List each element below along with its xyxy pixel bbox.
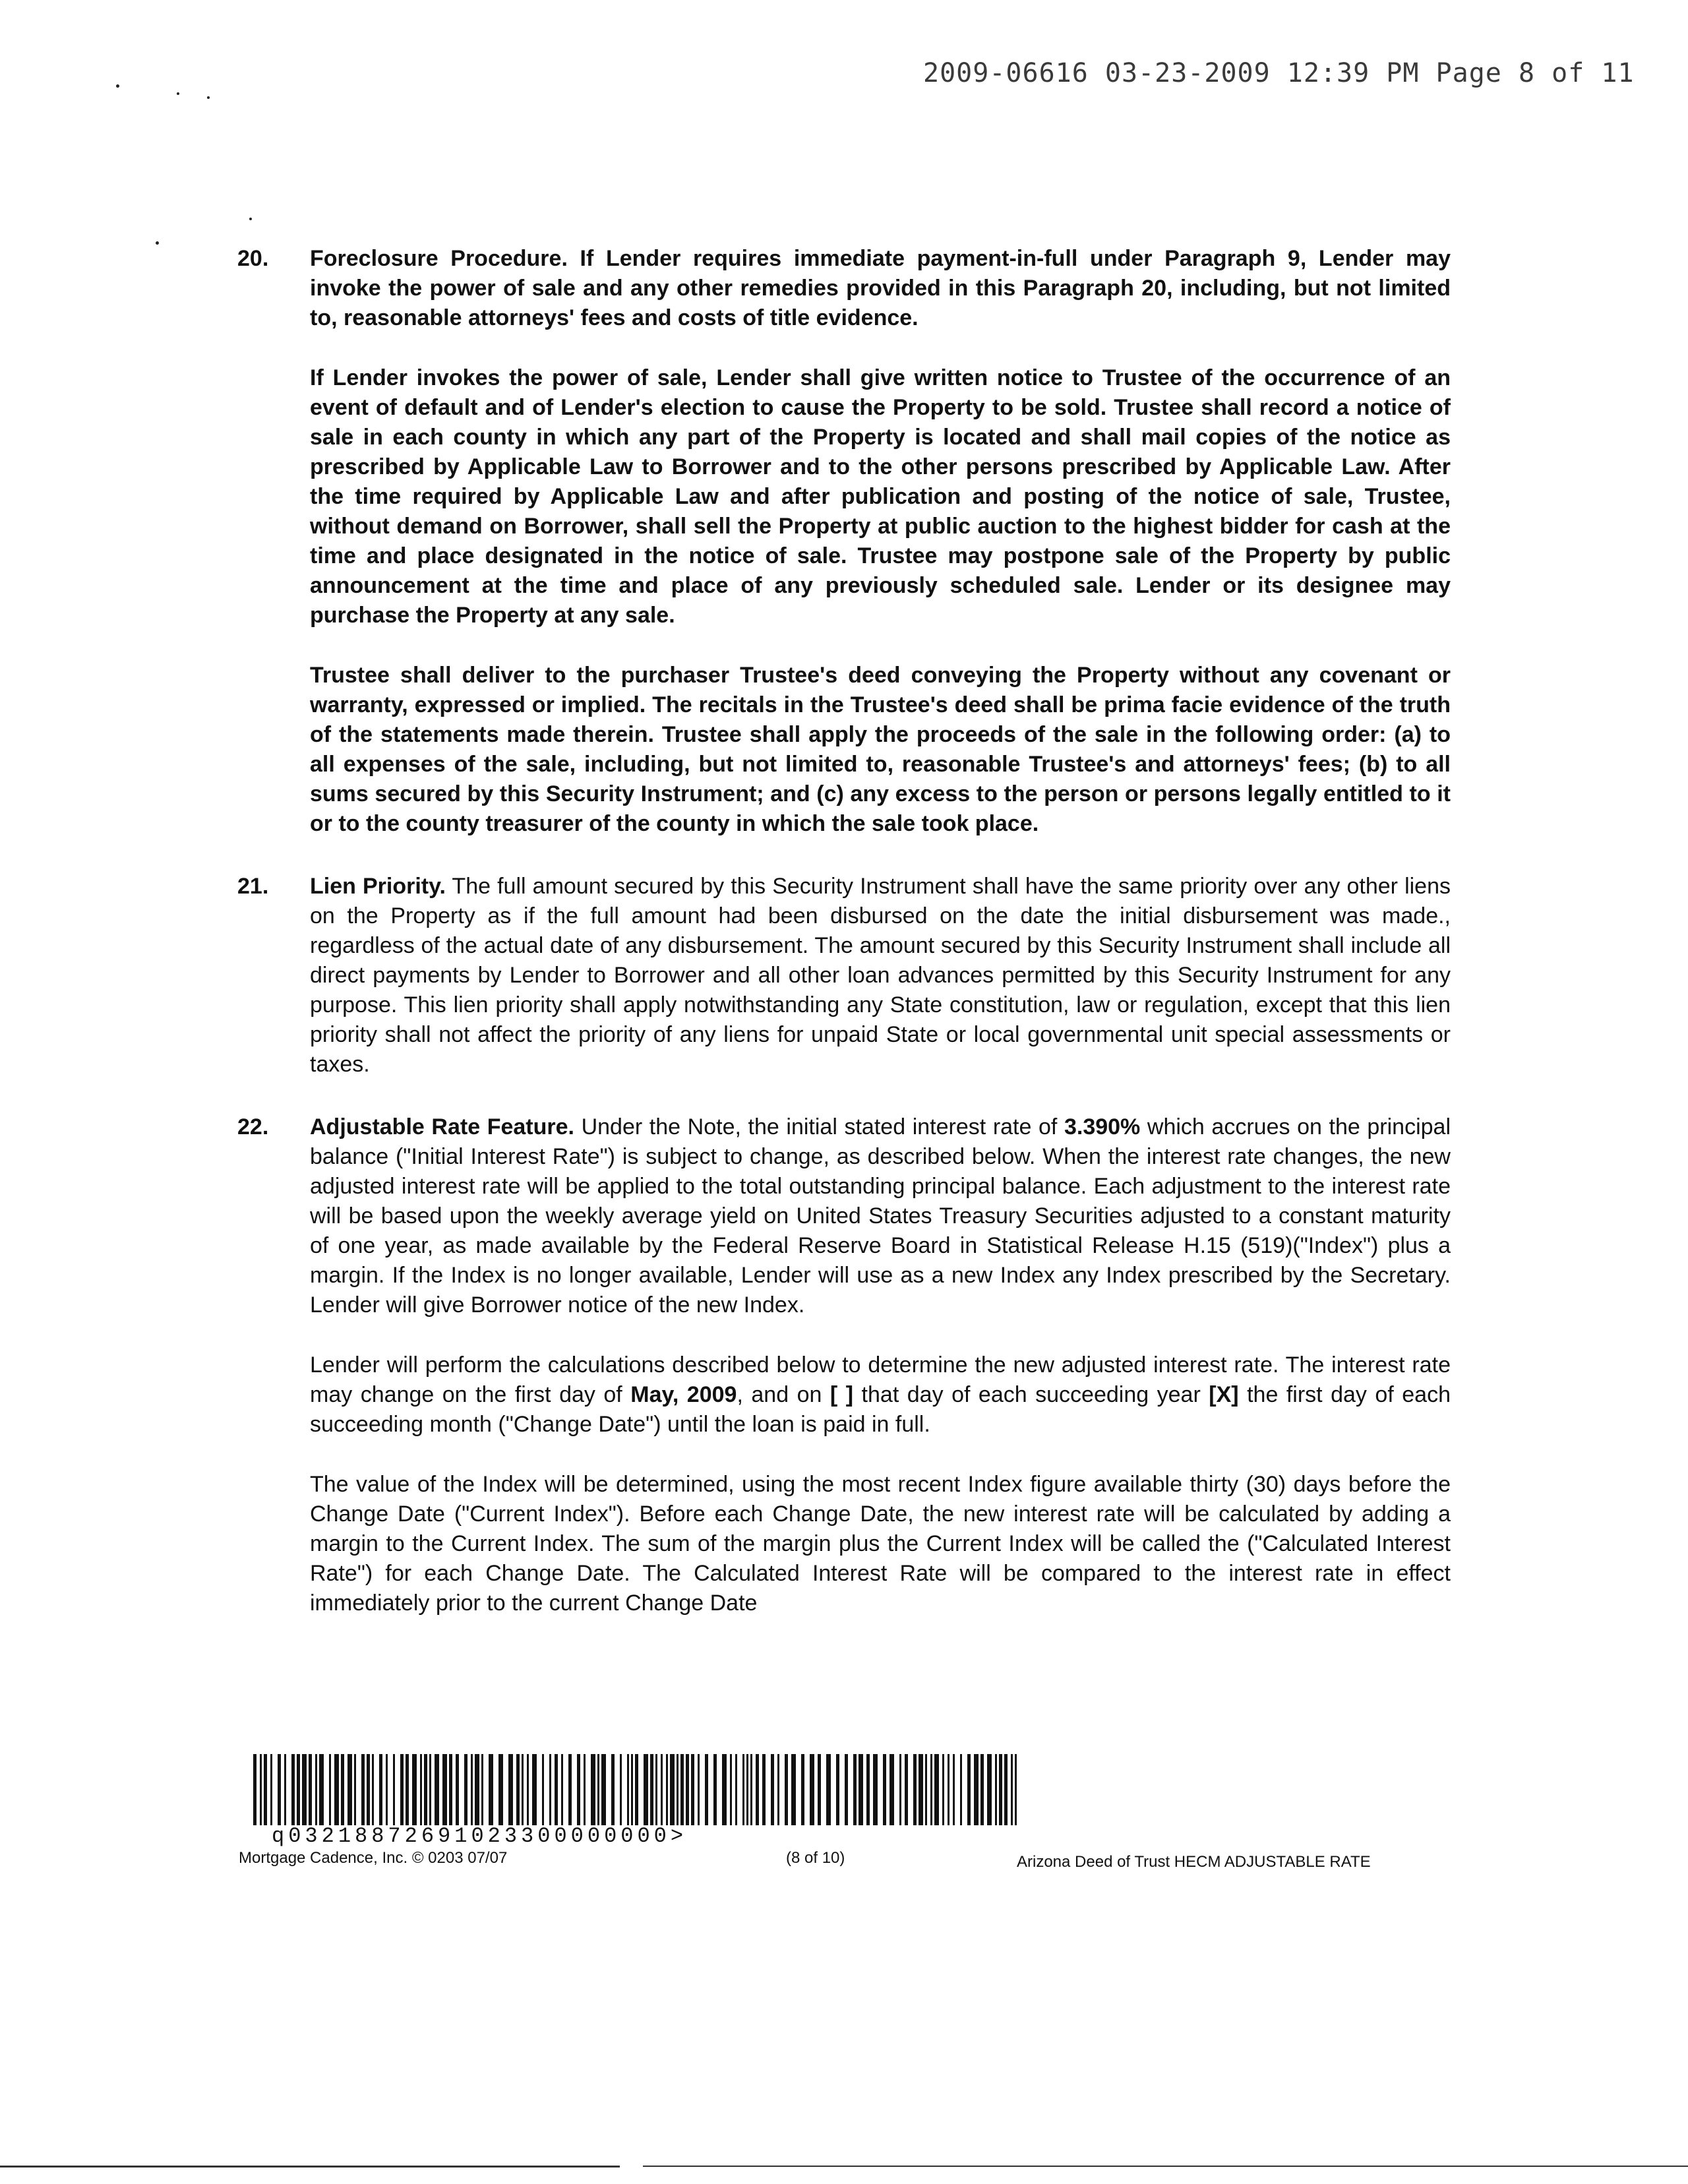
barcode-bar	[925, 1754, 927, 1825]
barcode-bar	[919, 1754, 923, 1825]
barcode-bar	[818, 1754, 821, 1825]
barcode-bar	[424, 1754, 427, 1825]
barcode-bar	[853, 1754, 857, 1825]
barcode-bar	[934, 1754, 939, 1825]
barcode-bar	[568, 1754, 572, 1825]
barcode-bar	[449, 1754, 452, 1825]
section-title: Lien Priority.	[310, 874, 446, 899]
barcode-bar	[527, 1754, 529, 1825]
scan-speck	[207, 96, 210, 99]
barcode-bar	[542, 1754, 544, 1825]
barcode-bar	[400, 1754, 404, 1825]
section-number: 21.	[237, 874, 269, 899]
barcode-bar	[278, 1754, 281, 1825]
section-title: Adjustable Rate Feature.	[310, 1114, 574, 1139]
barcode-bar	[319, 1754, 324, 1825]
barcode-bar	[730, 1754, 732, 1825]
barcode-bar	[260, 1754, 262, 1825]
barcode-bar	[826, 1754, 831, 1825]
barcode-bar	[435, 1754, 439, 1825]
section-22	[237, 1112, 1451, 1618]
barcode-bar	[611, 1754, 615, 1825]
barcode-bar	[361, 1754, 365, 1825]
barcode-bar	[883, 1754, 886, 1825]
document-body	[237, 244, 1451, 1651]
barcode-bar	[801, 1754, 804, 1825]
barcode-bar	[785, 1754, 788, 1825]
scan-speck	[116, 84, 119, 88]
barcode	[251, 1754, 1029, 1825]
section-text: , and on	[737, 1382, 830, 1407]
barcode-bar	[942, 1754, 944, 1825]
barcode-bar	[705, 1754, 708, 1825]
barcode-bar	[746, 1754, 748, 1825]
barcode-bar	[655, 1754, 657, 1825]
barcode-bar	[367, 1754, 370, 1825]
barcode-bar	[644, 1754, 648, 1825]
barcode-bar	[584, 1754, 586, 1825]
barcode-bar	[1015, 1754, 1017, 1825]
barcode-bar	[393, 1754, 395, 1825]
barcode-bar	[873, 1754, 878, 1825]
barcode-bar	[698, 1754, 700, 1825]
section-paragraph: If Lender invokes the power of sale, Lender shall give written notice to Trustee of the occurrence of an event of default and of Lender's election to cause the Property to be sold. Trustee shall record a notice of sale in each county in which any part of the Property is located and shall mail copies of the notice as prescribed by Applicable Law to Borrower and to the other persons prescribed by Applicable Law. After the time required by Applicable Law and after publication and posting of the notice of sale, Trustee, without demand on Borrower, shall sell the Property at public auction to the highest bidder for cash at the time and place designated in the notice of sale. Trustee may postpone sale of the Property by public announcement at the time and place of any previously scheduled sale. Lender or its designee may purchase the Property at any sale.	[310, 365, 1451, 628]
section-paragraph	[310, 872, 1451, 1079]
initial-rate: 3.390%	[1064, 1114, 1141, 1139]
barcode-bar	[297, 1754, 300, 1825]
barcode-bar	[771, 1754, 774, 1825]
barcode-bar	[967, 1754, 971, 1825]
barcode-bar	[762, 1754, 766, 1825]
section-text: Under the Note, the initial stated interest rate of	[574, 1114, 1064, 1139]
barcode-bar	[905, 1754, 908, 1825]
section-paragraph: The value of the Index will be determined, using the most recent Index figure available thirty (30) days before the Change Date ("Current Index"). Before each Change Date, the new interest rate will be calculated by adding a margin to the Current Index. The sum of the margin plus the Current Index will be called the ("Calculated Interest Rate") for each Change Date. The Calculated Interest Rate will be compared to the interest rate in effect immediately prior to the current Change Date	[310, 1472, 1451, 1616]
barcode-bar	[750, 1754, 752, 1825]
barcode-digits: q03218872691023300000000>	[272, 1824, 688, 1848]
scan-speck	[249, 218, 252, 220]
barcode-bar	[686, 1754, 689, 1825]
page-footer	[239, 1754, 1439, 1873]
barcode-bar	[291, 1754, 295, 1825]
section-paragraph	[310, 1112, 1451, 1320]
barcode-bar	[735, 1754, 737, 1825]
barcode-bar	[549, 1754, 551, 1825]
barcode-bar	[889, 1754, 894, 1825]
barcode-bar	[516, 1754, 520, 1825]
scan-speck	[177, 92, 179, 95]
barcode-bar	[555, 1754, 558, 1825]
barcode-bar	[253, 1754, 256, 1825]
barcode-bar	[810, 1754, 814, 1825]
scan-speck	[156, 241, 159, 245]
barcode-bar	[930, 1754, 932, 1825]
section-paragraph	[310, 1350, 1451, 1440]
barcode-bar	[561, 1754, 563, 1825]
barcode-bar	[341, 1754, 344, 1825]
barcode-bar	[354, 1754, 356, 1825]
barcode-bar	[836, 1754, 839, 1825]
barcode-bar	[386, 1754, 388, 1825]
barcode-bar	[995, 1754, 997, 1825]
barcode-bar	[481, 1754, 483, 1825]
barcode-bar	[577, 1754, 580, 1825]
section-21	[237, 872, 1451, 1079]
barcode-bar	[489, 1754, 493, 1825]
section-text: Lender will perform the calculations described below to determine the new adjusted interest rate. The interest rate may change on the first day of	[310, 1352, 1451, 1407]
section-number: 20.	[237, 246, 269, 271]
barcode-bar	[691, 1754, 694, 1825]
bottom-rule	[643, 2166, 1688, 2167]
barcode-bar	[429, 1754, 431, 1825]
barcode-bar	[464, 1754, 467, 1825]
section-20	[237, 244, 1451, 839]
barcode-bar	[406, 1754, 409, 1825]
barcode-bar	[347, 1754, 352, 1825]
barcode-bar	[627, 1754, 629, 1825]
barcode-bar	[722, 1754, 727, 1825]
barcode-bar	[1004, 1754, 1008, 1825]
barcode-bar	[471, 1754, 473, 1825]
footer-form-title: Arizona Deed of Trust HECM ADJUSTABLE RATE	[1017, 1853, 1371, 1871]
section-paragraph: Trustee shall deliver to the purchaser Trustee's deed conveying the Property without any covenant or warranty, expressed or implied. The recitals in the Trustee's deed shall be prima facie evidence of the truth of the statements made therein. Trustee shall apply the proceeds of the sale in the following order: (a) to all expenses of the sale, including, but not limited to, reasonable Trustee's and attorneys' fees; (b) to all sums secured by this Security Instrument; and (c) any excess to the person or persons legally entitled to it or to the county treasurer of the county in which the sale took place.	[310, 663, 1451, 836]
barcode-bar	[635, 1754, 638, 1825]
bottom-rule	[0, 2166, 620, 2168]
barcode-bar	[631, 1754, 633, 1825]
barcode-bar	[845, 1754, 848, 1825]
section-paragraph: Foreclosure Procedure. If Lender requires immediate payment-in-full under Paragraph 9, Lender may invoke the power of sale and any other remedies provided in this Paragraph 20, including, but not limited to, reasonable attorneys' fees and costs of title evidence.	[310, 246, 1451, 330]
barcode-bar	[680, 1754, 684, 1825]
barcode-bar	[475, 1754, 479, 1825]
monthly-option-box: [X]	[1209, 1382, 1239, 1407]
barcode-bar	[498, 1754, 503, 1825]
barcode-bar	[270, 1754, 272, 1825]
section-text: The full amount secured by this Security Instrument shall have the same priority over any other liens on the Property as if the full amount had been disbursed on the date the initial disbursement was made., regardless of the actual date of any disbursement. The amount secured by this Security Instrument shall include all direct payments by Lender to Borrower and all other loan advances permitted by this Security Instrument for any purpose. This lien priority shall apply notwithstanding any State constitution, law or regulation, except that this lien priority shall not affect the priority of any liens for unpaid State or local governmental unit special assessments or taxes.	[310, 874, 1451, 1077]
barcode-bar	[948, 1754, 950, 1825]
section-number: 22.	[237, 1114, 269, 1139]
section-text: the first day of each succeeding month ("Change Date") until the loan is paid in full.	[310, 1382, 1451, 1437]
barcode-bar	[302, 1754, 307, 1825]
barcode-bar	[620, 1754, 622, 1825]
barcode-bar	[661, 1754, 663, 1825]
barcode-bar	[670, 1754, 675, 1825]
barcode-bar	[866, 1754, 870, 1825]
barcode-bar	[791, 1754, 796, 1825]
barcode-bar	[1011, 1754, 1013, 1825]
barcode-bar	[420, 1754, 422, 1825]
yearly-option-box: [ ]	[829, 1382, 854, 1407]
footer-page-number: (8 of 10)	[786, 1849, 845, 1867]
barcode-bar	[591, 1754, 595, 1825]
barcode-bar	[372, 1754, 374, 1825]
barcode-bar	[522, 1754, 524, 1825]
barcode-bar	[334, 1754, 339, 1825]
barcode-bar	[713, 1754, 717, 1825]
barcode-bar	[987, 1754, 992, 1825]
fax-header: 2009-06616 03-23-2009 12:39 PM Page 8 of 11	[923, 58, 1635, 88]
barcode-bar	[756, 1754, 759, 1825]
barcode-bar	[442, 1754, 447, 1825]
barcode-bar	[412, 1754, 417, 1825]
section-text: that day of each succeeding year	[853, 1382, 1209, 1407]
barcode-bar	[980, 1754, 984, 1825]
barcode-bar	[508, 1754, 513, 1825]
barcode-bar	[953, 1754, 955, 1825]
barcode-bar	[601, 1754, 606, 1825]
barcode-bar	[742, 1754, 744, 1825]
footer-copyright: Mortgage Cadence, Inc. © 0203 07/07	[239, 1849, 508, 1867]
barcode-bar	[456, 1754, 459, 1825]
barcode-bar	[264, 1754, 267, 1825]
barcode-bar	[777, 1754, 779, 1825]
barcode-bar	[597, 1754, 599, 1825]
barcode-bar	[666, 1754, 668, 1825]
barcode-bar	[532, 1754, 537, 1825]
barcode-bar	[284, 1754, 286, 1825]
barcode-bar	[650, 1754, 653, 1825]
barcode-bar	[999, 1754, 1002, 1825]
barcode-bar	[960, 1754, 962, 1825]
barcode-bar	[913, 1754, 917, 1825]
barcode-bar	[859, 1754, 863, 1825]
barcode-bar	[899, 1754, 901, 1825]
barcode-bar	[974, 1754, 979, 1825]
section-text: which accrues on the principal balance ("Initial Interest Rate") is subject to change, as described below. When the interest rate changes, the new adjusted interest rate will be applied to the total outstanding principal balance. Each adjustment to the interest rate will be based upon the weekly average yield on United States Treasury Securities adjusted to a constant maturity of one year, as made available by the Federal Reserve Board in Statistical Release H.15 (519)("Index") plus a margin. If the Index is no longer available, Lender will use as a new Index any Index prescribed by the Secretary. Lender will give Borrower notice of the new Index.	[310, 1114, 1451, 1318]
barcode-bar	[677, 1754, 678, 1825]
first-change-date: May, 2009	[630, 1382, 737, 1407]
barcode-bar	[309, 1754, 312, 1825]
barcode-bar	[315, 1754, 317, 1825]
barcode-bar	[329, 1754, 331, 1825]
barcode-bar	[379, 1754, 382, 1825]
